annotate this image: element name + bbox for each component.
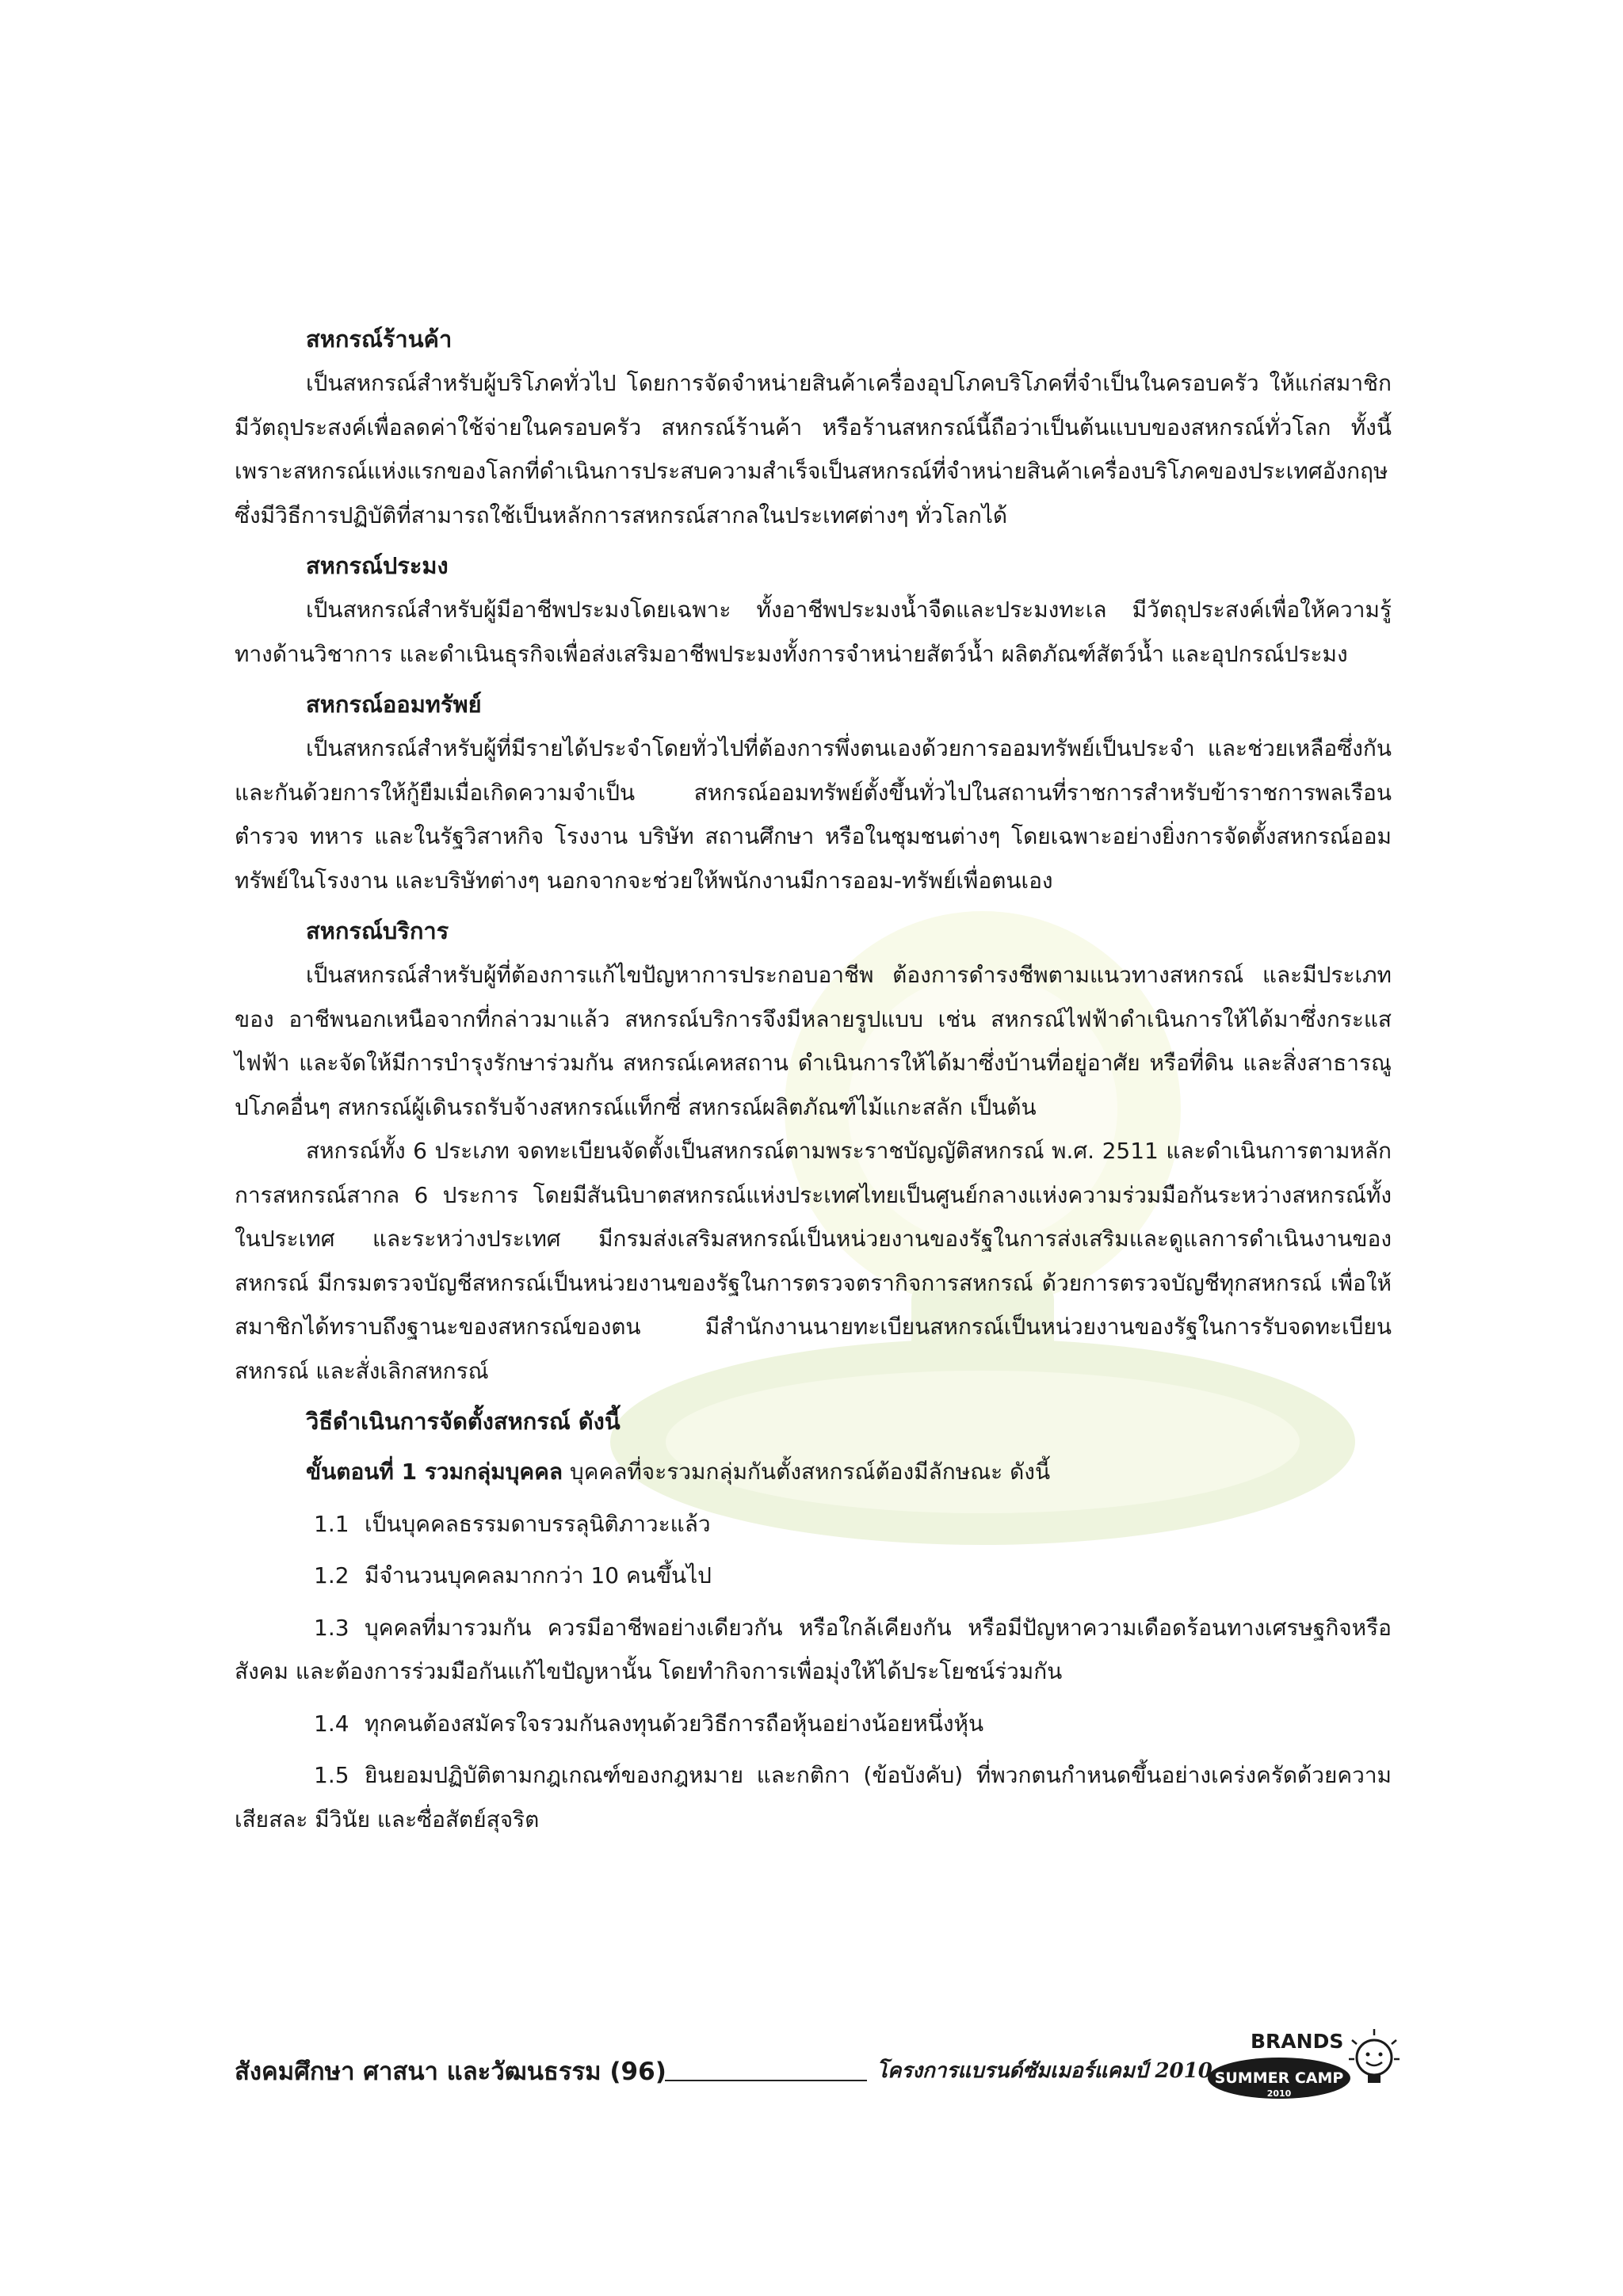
list-item (235, 1554, 1392, 1598)
section-body: เป็นสหกรณ์สำหรับผู้ที่ต้องการแก้ไขปัญหาการประกอบอาชีพ ต้องการดำรงชีพตามแนวทางสหกรณ์ และมีประเภทของ อาชีพนอกเหนือจากที่กล่าวมาแล้ว สหกรณ์บริการจึงมีหลายรูปแบบ เช่น สหกรณ์ไฟฟ้าดำเนินการให้ได้มาซึ่งกระแสไฟฟ้า และจัดให้มีการบำรุงรักษาร่วมกัน สหกรณ์เคหสถาน ดำเนินการให้ได้มาซึ่งบ้านที่อยู่อาศัย หรือที่ดิน และสิ่งสาธารณูปโภคอื่นๆ สหกรณ์ผู้เดินรถรับจ้างสหกรณ์แท็กซี่ สหกรณ์ผลิตภัณฑ์ไม้แกะสลัก เป็นต้น (235, 962, 1392, 1120)
footer-project: โครงการแบรนด์ซัมเมอร์แคมป์ 2010 (876, 2059, 1212, 2083)
section-heading: สหกรณ์ออมทรัพย์ (306, 691, 482, 718)
item-number: 1.5 (314, 1762, 349, 1788)
item-number: 1.3 (314, 1614, 349, 1641)
logo-summer-camp-text: SUMMER CAMP (1214, 2069, 1344, 2087)
item-text: ยินยอมปฏิบัติตามกฎเกณฑ์ของกฎหมาย และกติกา (ข้อบังคับ) ที่พวกตนกำหนดขึ้นอย่างเคร่งครัดด้วยความเสียสละ มีวินัย และซื่อสัตย์สุจริต (235, 1762, 1392, 1833)
page-footer (235, 2024, 1400, 2111)
footer-divider (665, 2080, 867, 2081)
item-number: 1.4 (314, 1710, 349, 1737)
footer-subject: สังคมศึกษา ศาสนา และวัฒนธรรม (96) (235, 2058, 666, 2086)
method-heading: วิธีดำเนินการจัดตั้งสหกรณ์ ดังนี้ (306, 1408, 621, 1435)
item-text: เป็นบุคคลธรรมดาบรรลุนิติภาวะแล้ว (365, 1510, 711, 1537)
item-text: มีจำนวนบุคคลมากกว่า 10 คนขึ้นไป (365, 1562, 712, 1589)
item-text: ทุกคนต้องสมัครใจรวมกันลงทุนด้วยวิธีการถือหุ้นอย่างน้อยหนึ่งหุ้น (365, 1710, 984, 1737)
list-item (235, 1753, 1392, 1841)
section-heading: สหกรณ์บริการ (306, 917, 449, 944)
section-body: เป็นสหกรณ์สำหรับผู้ที่มีรายได้ประจำโดยทั่วไปที่ต้องการพึ่งตนเองด้วยการออมทรัพย์เป็นประจำ และช่วยเหลือซึ่งกันและกันด้วยการให้กู้ยืมเมื่อเกิดความจำเป็น สหกรณ์ออมทรัพย์ตั้งขึ้นทั่วไปในสถานที่ราชการสำหรับข้าราชการพลเรือน ตำรวจ ทหาร และในรัฐวิสาหกิจ โรงงาน บริษัท สถานศึกษา หรือในชุมชนต่างๆ โดยเฉพาะอย่างยิ่งการจัดตั้งสหกรณ์ออมทรัพย์ในโรงงาน และบริษัทต่างๆ นอกจากจะช่วยให้พนักงานมีการออม-ทรัพย์เพื่อตนเอง (235, 735, 1392, 894)
item-text: บุคคลที่มารวมกัน ควรมีอาชีพอย่างเดียวกัน หรือใกล้เคียงกัน หรือมีปัญหาความเดือดร้อนทางเศรษฐกิจหรือสังคม และต้องการร่วมมือกันแก้ไขปัญหานั้น โดยทำกิจการเพื่อมุ่งให้ได้ประโยชน์ร่วมกัน (235, 1614, 1392, 1684)
list-item (235, 1606, 1392, 1694)
section-heading: สหกรณ์ประมง (306, 552, 449, 579)
step-title: ขั้นตอนที่ 1 รวมกลุ่มบุคคล (306, 1459, 563, 1485)
summary-paragraph: สหกรณ์ทั้ง 6 ประเภท จดทะเบียนจัดตั้งเป็นสหกรณ์ตามพระราชบัญญัติสหกรณ์ พ.ศ. 2511 และดำเนินการตามหลักการสหกรณ์สากล 6 ประการ โดยมีสันนิบาตสหกรณ์แห่งประเทศไทยเป็นศูนย์กลางแห่งความร่วมมือกันระหว่างสหกรณ์ทั้งในประเทศ และระหว่างประเทศ มีกรมส่งเสริมสหกรณ์เป็นหน่วยงานของรัฐในการส่งเสริมและดูแลการดำเนินงานของสหกรณ์ มีกรมตรวจบัญชีสหกรณ์เป็นหน่วยงานของรัฐในการตรวจตรากิจการสหกรณ์ ด้วยการตรวจบัญชีทุกสหกรณ์ เพื่อให้สมาชิกได้ทราบถึงฐานะของสหกรณ์ของตน มีสำนักงานนายทะเบียนสหกรณ์เป็นหน่วยงานของรัฐในการรับจดทะเบียนสหกรณ์ และสั่งเลิกสหกรณ์ (235, 1138, 1392, 1384)
list-item (235, 1702, 1392, 1746)
item-number: 1.2 (314, 1562, 349, 1589)
section-heading: สหกรณ์ร้านค้า (306, 326, 453, 353)
step-text: บุคคลที่จะรวมกลุ่มกันตั้งสหกรณ์ต้องมีลักษณะ ดังนี้ (569, 1459, 1051, 1485)
lightbulb-mascot-icon (1349, 2029, 1400, 2083)
page-content (235, 317, 1392, 1841)
item-number: 1.1 (314, 1510, 349, 1537)
step-line (306, 1450, 1392, 1494)
section-body: เป็นสหกรณ์สำหรับผู้บริโภคทั่วไป โดยการจัดจำหน่ายสินค้าเครื่องอุปโภคบริโภคที่จำเป็นในครอบครัว ให้แก่สมาชิกมีวัตถุประสงค์เพื่อลดค่าใช้จ่ายในครอบครัว สหกรณ์ร้านค้า หรือร้านสหกรณ์นี้ถือว่าเป็นต้นแบบของสหกรณ์ทั่วโลก ทั้งนี้เพราะสหกรณ์แห่งแรกของโลกที่ดำเนินการประสบความสำเร็จเป็นสหกรณ์ที่จำหน่ายสินค้าเครื่องบริโภคของประเทศอังกฤษซึ่งมีวิธีการปฏิบัติที่สามารถใช้เป็นหลักการสหกรณ์สากลในประเทศต่างๆ ทั่วโลกได้ (235, 370, 1392, 528)
section-body: เป็นสหกรณ์สำหรับผู้มีอาชีพประมงโดยเฉพาะ ทั้งอาชีพประมงน้ำจืดและประมงทะเล มีวัตถุประสงค์เพื่อให้ความรู้ทางด้านวิชาการ และดำเนินธุรกิจเพื่อส่งเสริมอาชีพประมงทั้งการจำหน่ายสัตว์น้ำ ผลิตภัณฑ์สัตว์น้ำ และอุปกรณ์ประมง (235, 597, 1392, 667)
logo-brands-text: BRANDS (1251, 2030, 1344, 2053)
logo-year-text: 2010 (1266, 2088, 1292, 2099)
brands-summer-camp-logo (1193, 2024, 1400, 2111)
list-item (235, 1502, 1392, 1547)
